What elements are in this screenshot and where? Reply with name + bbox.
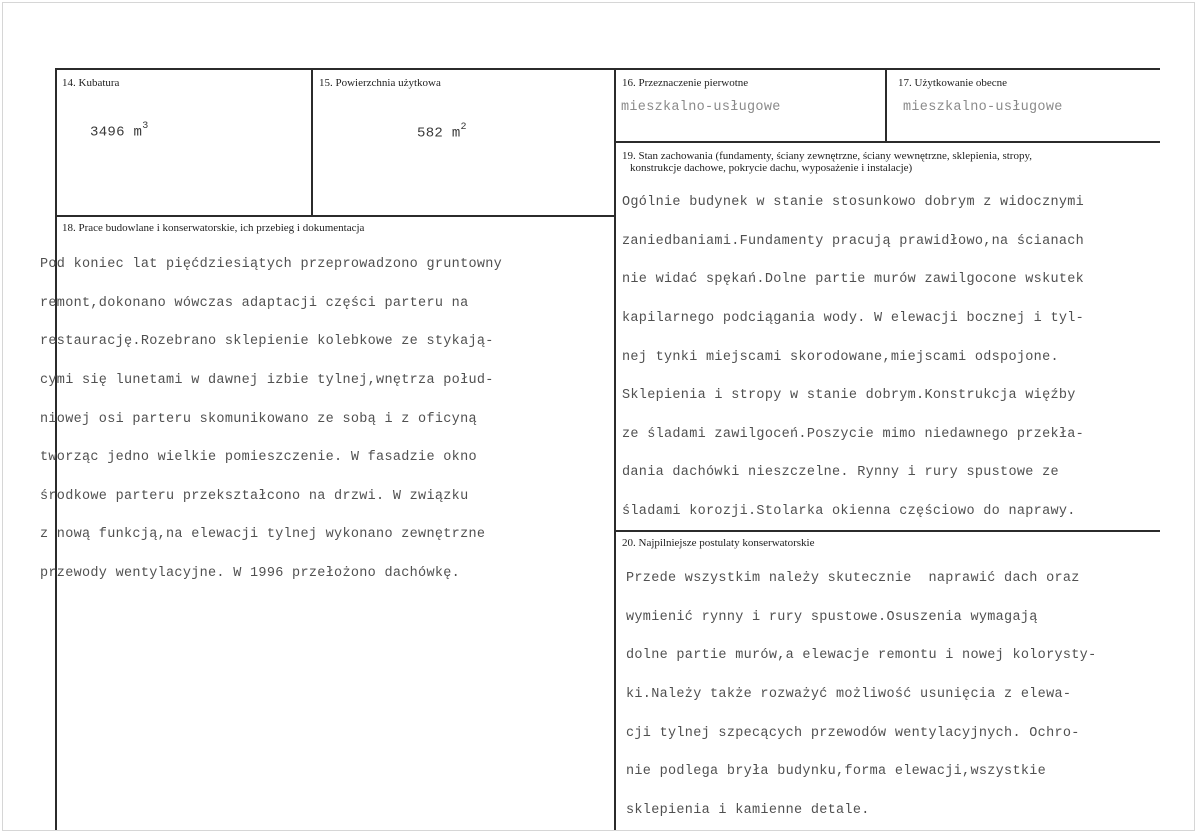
postulaty-line: wymienić rynny i rury spustowe.Osuszenia wymagają — [626, 609, 1038, 625]
col-mid-left — [311, 68, 313, 216]
prace-line: niowej osi parteru skomunikowano ze sobą i z oficyną — [40, 411, 477, 427]
stan-line: śladami korozji.Stolarka okienna częściowo do naprawy. — [622, 504, 1076, 520]
stan-text — [622, 174, 1084, 541]
powierzchnia-exponent: 2 — [460, 122, 467, 133]
kubatura-number: 3496 — [90, 124, 125, 141]
postulaty-line: nie podlega bryła budynku,forma elewacji,wszystkie — [626, 764, 1047, 780]
kubatura-exponent: 3 — [142, 121, 149, 132]
kubatura-unit: m — [133, 124, 143, 141]
stan-label-line1: 19. Stan zachowania (fundamenty, ściany zewnętrzne, ściany wewnętrzne, sklepienia, stropy, — [622, 150, 1033, 162]
uzytkowanie-value: mieszkalno-usługowe — [903, 100, 1063, 115]
col-center — [614, 68, 616, 830]
stan-line: nie widać spękań.Dolne partie murów zawilgocone wskutek — [622, 272, 1085, 288]
stan-label-line2: konstrukcje dachowe, pokrycie dachu, wyposażenie i instalacje) — [630, 162, 913, 174]
postulaty-line: cji tylnej szpecących przewodów wentylacyjnych. Ochro- — [626, 725, 1080, 741]
kubatura-label: 14. Kubatura — [62, 77, 120, 89]
stan-line: dania dachówki nieszczelne. Rynny i rury spustowe ze — [622, 465, 1059, 481]
przeznaczenie-label: 16. Przeznaczenie pierwotne — [622, 77, 749, 89]
top-rule — [55, 68, 1160, 70]
stan-line: Ogólnie budynek w stanie stosunkowo dobrym z widocznymi — [622, 195, 1085, 211]
prace-line: remont,dokonano wówczas adaptacji części parteru na — [40, 295, 469, 311]
prace-label: 18. Prace budowlane i konserwatorskie, ich przebieg i dokumentacja — [62, 222, 365, 234]
prace-line: cymi się lunetami w dawnej izbie tylnej,wnętrza połud- — [40, 373, 494, 389]
prace-line: środkowe parteru przekształcono na drzwi. W związku — [40, 488, 469, 504]
stan-line: zaniedbaniami.Fundamenty pracują prawidłowo,na ścianach — [622, 233, 1085, 249]
postulaty-line: sklepienia i kamienne detale. — [626, 802, 870, 818]
col-mid-right — [885, 68, 887, 142]
row1-rule-left — [55, 215, 615, 217]
powierzchnia-value — [417, 124, 467, 142]
postulaty-line: Przede wszystkim należy skutecznie naprawić dach oraz — [626, 571, 1080, 587]
kubatura-value — [90, 123, 149, 141]
stan-line: nej tynki miejscami skorodowane,miejscami odspojone. — [622, 349, 1059, 365]
postulaty-line: ki.Należy także rozważyć możliwość usunięcia z elewa- — [626, 687, 1072, 703]
prace-line: tworząc jedno wielkie pomieszczenie. W fasadzie okno — [40, 450, 477, 466]
przeznaczenie-value: mieszkalno-usługowe — [621, 100, 781, 115]
prace-line: Pod koniec lat pięćdziesiątych przeprowadzono gruntowny — [40, 257, 503, 273]
stan-line: kapilarnego podciągania wody. W elewacji bocznej i tyl- — [622, 311, 1085, 327]
prace-text — [40, 236, 502, 603]
powierzchnia-unit: m — [451, 125, 461, 142]
postulaty-text — [626, 550, 1096, 839]
uzytkowanie-label: 17. Użytkowanie obecne — [898, 77, 1008, 89]
postulaty-label: 20. Najpilniejsze postulaty konserwatorskie — [622, 537, 815, 549]
postulaty-line: dolne partie murów,a elewacje remontu i nowej kolorysty- — [626, 648, 1097, 664]
prace-line: przewody wentylacyjne. W 1996 przełożono dachówkę. — [40, 566, 461, 582]
stan-line: ze śladami zawilgoceń.Poszycie mimo niedawnego przekła- — [622, 426, 1085, 442]
prace-line: z nową funkcją,na elewacji tylnej wykonano zewnętrzne — [40, 527, 486, 543]
powierzchnia-number: 582 — [417, 125, 444, 142]
row1-rule-right — [614, 141, 1160, 143]
prace-line: restaurację.Rozebrano sklepienie kolebkowe ze stykają- — [40, 334, 494, 350]
stan-line: Sklepienia i stropy w stanie dobrym.Konstrukcja więźby — [622, 388, 1076, 404]
powierzchnia-label: 15. Powierzchnia użytkowa — [319, 77, 441, 89]
